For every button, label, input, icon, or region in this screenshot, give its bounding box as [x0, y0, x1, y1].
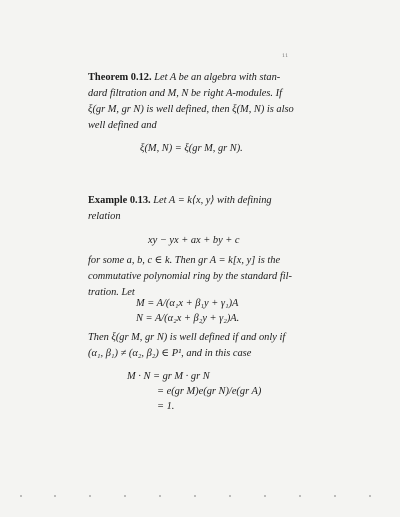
page-number: 11 [282, 53, 289, 59]
scan-dot [20, 495, 22, 497]
theorem-equation: ξ(M, N) = ξ(gr M, gr N). [140, 143, 243, 154]
module-n-equation: N = A/(α₂x + β₂y + γ₂)A. [136, 313, 240, 324]
scan-artifact-dots [0, 490, 400, 502]
scan-dot [124, 495, 126, 497]
theorem-statement-line-1: Let A be an algebra with stan- [154, 72, 281, 83]
theorem-statement-line-2: dard filtration and M, N be right A-modules. If [88, 88, 282, 99]
example-paragraph [88, 253, 310, 301]
calc-line-2: = e(gr M)e(gr N)/e(gr A) [157, 386, 262, 397]
condition-paragraph [88, 330, 310, 362]
example-intro-line-2: relation [88, 211, 121, 222]
example-para-line-3: tration. Let [88, 287, 135, 298]
theorem-statement-line-3: ξ(gr M, gr N) is well defined, then ξ(M, N) is also [88, 104, 294, 115]
theorem-block [88, 70, 310, 134]
example-label: Example 0.13. [88, 195, 151, 206]
theorem-line-1 [88, 70, 310, 86]
scan-dot [334, 495, 336, 497]
relation-equation: xy − yx + ax + by + c [148, 235, 240, 246]
theorem-statement-line-4: well defined and [88, 120, 157, 131]
example-block [88, 193, 310, 225]
scan-dot [194, 495, 196, 497]
scan-dot [369, 495, 371, 497]
condition-line-1: Then ξ(gr M, gr N) is well defined if and only if [88, 332, 286, 343]
calc-line-1: M · N = gr M · gr N [127, 371, 210, 382]
scan-dot [89, 495, 91, 497]
scan-dot [54, 495, 56, 497]
scan-dot [299, 495, 301, 497]
theorem-label: Theorem 0.12. [88, 72, 152, 83]
calc-line-3: = 1. [157, 401, 175, 412]
condition-line-2: (α₁, β₁) ≠ (α₂, β₂) ∈ P¹, and in this case [88, 348, 252, 359]
scan-dot [229, 495, 231, 497]
scan-dot [159, 495, 161, 497]
example-para-line-1: for some a, b, c ∈ k. Then gr A = k[x, y] is the [88, 255, 281, 266]
example-intro-line-1: Let A = k⟨x, y⟩ with defining [153, 195, 272, 206]
example-para-line-2: commutative polynomial ring by the standard fil- [88, 271, 292, 282]
module-m-equation: M = A/(α₁x + β₁y + γ₁)A [136, 298, 239, 309]
scan-dot [264, 495, 266, 497]
example-line-1 [88, 193, 310, 209]
